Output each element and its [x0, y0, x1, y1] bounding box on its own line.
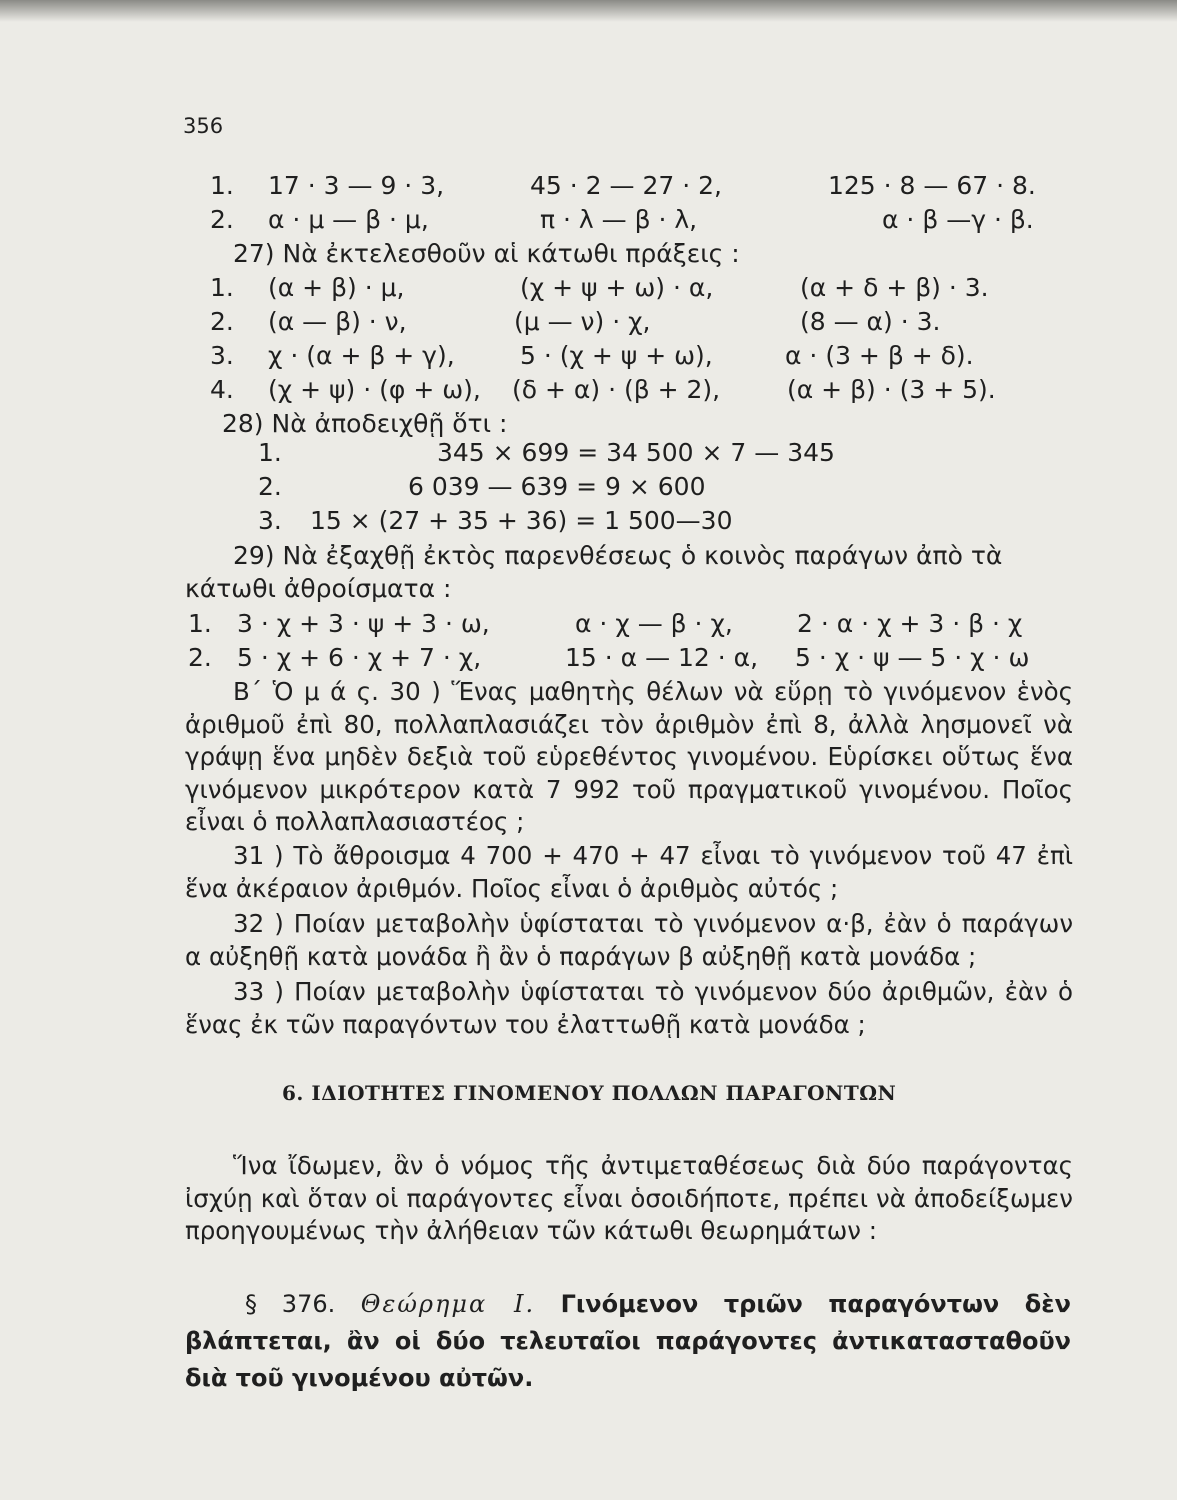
ex29-row2-col1: 5 · χ + 6 · χ + 7 · χ, [237, 643, 482, 672]
ex28-row3-equation: 15 × (27 + 35 + 36) = 1 500—30 [310, 506, 733, 535]
ex27-row2-col3: (8 — α) · 3. [800, 307, 941, 336]
ex28-row3-number: 3. [258, 506, 282, 535]
ex29-title-line1: 29) Νὰ ἐξαχθῇ ἐκτὸς παρενθέσεως ὁ κοινὸς παράγων ἀπὸ τὰ [233, 541, 1003, 570]
scan-edge-shadow [0, 0, 1177, 22]
theorem-text: Γινόμενον τριῶν παραγόντων δὲν βλάπτεται, ἂν οἱ δύο τελευταῖοι παράγοντες ἀντικατασταθοῦν διὰ τοῦ γινομένου αὐτῶν. [185, 1290, 1071, 1392]
ex29-row1-number: 1. [188, 609, 212, 638]
problem-31-paragraph: 31 ) Τὸ ἄθροισμα 4 700 + 470 + 47 εἶναι τὸ γινόμενον τοῦ 47 ἐπὶ ἕνα ἀκέραιον ἀριθμόν. Ποῖος εἶναι ὁ ἀριθμὸς αὐτός ; [185, 841, 1073, 903]
ex27-row3-number: 3. [210, 341, 234, 370]
ex28-title: 28) Νὰ ἀποδειχθῇ ὅτι : [222, 409, 508, 438]
ex29-row2-col3: 5 · χ · ψ — 5 · χ · ω [795, 643, 1030, 672]
ex27-row4-col2: (δ + α) · (β + 2), [512, 375, 721, 404]
ex28-row1-equation: 345 × 699 = 34 500 × 7 — 345 [437, 438, 835, 467]
ex27-row1-col1: (α + β) · μ, [268, 273, 405, 302]
ex27-row2-col1: (α — β) · ν, [268, 307, 407, 336]
ex28-row2-number: 2. [258, 472, 282, 501]
ex27-row3-col1: χ · (α + β + γ), [268, 341, 455, 370]
ex26-row2-col3: α · β —γ · β. [882, 205, 1034, 234]
ex26-row2-col1: α · μ — β · μ, [268, 205, 429, 234]
ex29-row1-col3: 2 · α · χ + 3 · β · χ [797, 609, 1023, 638]
ex27-row4-col1: (χ + ψ) · (φ + ω), [268, 375, 481, 404]
problem-30-paragraph: Β΄ Ὁ μ ά ς. 30 ) Ἕνας μαθητὴς θέλων νὰ εὕρῃ τὸ γινόμενον ἑνὸς ἀριθμοῦ ἐπὶ 80, πολλαπλασιάζει τὸν ἀριθμὸν ἐπὶ 8, ἀλλὰ λησμονεῖ νὰ γράψῃ ἕνα μηδὲν δεξιὰ τοῦ εὑρεθέντος γινομένου. Εὑρίσκει οὕτως ἕνα γινόμενον μικρότερον κατὰ 7 992 τοῦ πραγματικοῦ γινομένου. Ποῖος εἶναι ὁ πολλαπλασιαστέος ; [185, 677, 1073, 837]
ex27-row1-number: 1. [210, 273, 234, 302]
page-number: 356 [183, 114, 224, 138]
ex29-row2-number: 2. [188, 643, 212, 672]
ex27-row3-col3: α · (3 + β + δ). [785, 341, 974, 370]
ex26-row1-col3: 125 · 8 — 67 · 8. [828, 171, 1036, 200]
ex27-row1-col2: (χ + ψ + ω) · α, [520, 273, 714, 302]
problem-32-paragraph: 32 ) Ποίαν μεταβολὴν ὑφίσταται τὸ γινόμενον α·β, ἐὰν ὁ παράγων α αὐξηθῇ κατὰ μονάδα ἢ ἂν ὁ παράγων β αὐξηθῇ κατὰ μονάδα ; [185, 909, 1073, 971]
ex27-row3-col2: 5 · (χ + ψ + ω), [520, 341, 713, 370]
intro-paragraph: Ἵνα ἴδωμεν, ἂν ὁ νόμος τῆς ἀντιμεταθέσεως διὰ δύο παράγοντας ἰσχύῃ καὶ ὅταν οἱ παράγοντες εἶναι ὁσοιδήποτε, πρέπει νὰ ἀποδείξωμεν προηγουμένως τὴν ἀλήθειαν τῶν κάτωθι θεωρημάτων : [185, 1151, 1073, 1246]
ex29-row2-col2: 15 · α — 12 · α, [565, 643, 759, 672]
section-heading: 6. ΙΔΙΟΤΗΤΕΣ ΓΙΝΟΜΕΝΟΥ ΠΟΛΛΩΝ ΠΑΡΑΓΟΝΤΩΝ [282, 1081, 897, 1105]
ex29-title-line2: κάτωθι ἀθροίσματα : [185, 574, 452, 603]
theorem-name: Θεώρημα I. [360, 1290, 536, 1318]
ex27-row2-number: 2. [210, 307, 234, 336]
ex26-row1-col1: 17 · 3 — 9 · 3, [268, 171, 445, 200]
ex28-row1-number: 1. [258, 438, 282, 467]
ex26-row2-col2: π · λ — β · λ, [540, 205, 698, 234]
ex29-row1-col1: 3 · χ + 3 · ψ + 3 · ω, [237, 609, 490, 638]
ex26-row2-number: 2. [210, 205, 234, 234]
ex27-title: 27) Νὰ ἐκτελεσθοῦν αἱ κάτωθι πράξεις : [233, 239, 740, 268]
theorem-label: § 376. [245, 1290, 336, 1318]
ex29-row1-col2: α · χ — β · χ, [575, 609, 733, 638]
ex27-row4-col3: (α + β) · (3 + 5). [787, 375, 996, 404]
problem-33-paragraph: 33 ) Ποίαν μεταβολὴν ὑφίσταται τὸ γινόμενον δύο ἀριθμῶν, ἐὰν ὁ ἕνας ἐκ τῶν παραγόντων του ἐλαττωθῇ κατὰ μονάδα ; [185, 977, 1073, 1039]
ex27-row4-number: 4. [210, 375, 234, 404]
ex28-row2-equation: 6 039 — 639 = 9 × 600 [408, 472, 706, 501]
ex26-row1-col2: 45 · 2 — 27 · 2, [530, 171, 722, 200]
ex27-row2-col2: (μ — ν) · χ, [514, 307, 651, 336]
ex26-row1-number: 1. [210, 171, 234, 200]
ex27-row1-col3: (α + δ + β) · 3. [800, 273, 989, 302]
theorem-block [185, 1286, 1071, 1397]
